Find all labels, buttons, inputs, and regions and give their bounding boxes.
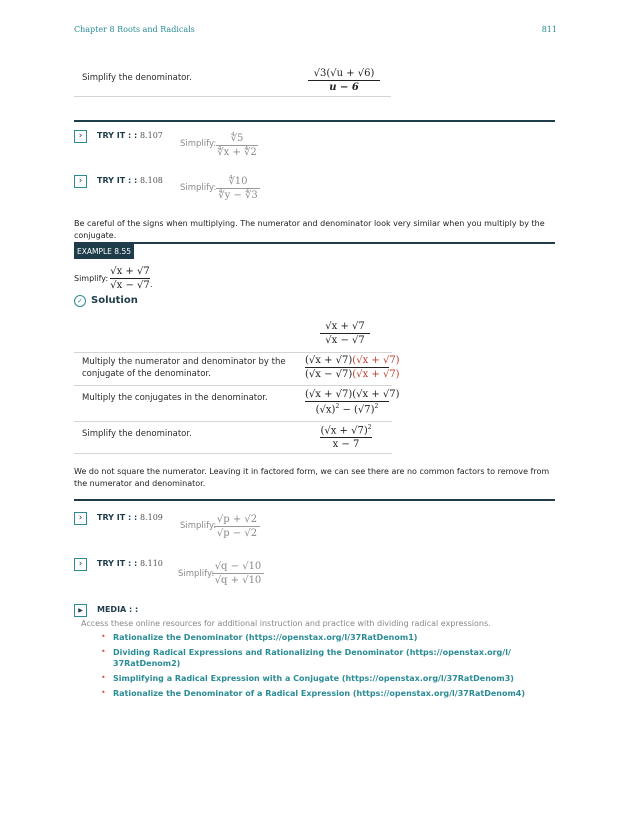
media-link-4[interactable]: Rationalize the Denominator of a Radical Expression (https://openstax.org/l/37RatDenom4) [113, 689, 526, 698]
top-step-numerator: √3(√u + √6) [313, 68, 375, 79]
step-1-num-b: (√x + √7) [352, 355, 400, 366]
bullet: • [101, 632, 106, 641]
try-it-109-denominator: √p − √2 [216, 528, 258, 539]
bullet: • [101, 673, 106, 682]
try-it-110-numerator: √q − √10 [214, 561, 262, 572]
solution-initial-numerator: √x + √7 [325, 321, 365, 332]
step-3-numerator [320, 424, 372, 436]
check-circle-icon: ✓ [74, 295, 86, 307]
table-rule [74, 385, 392, 386]
step-1-numerator [305, 355, 400, 366]
try-it-108-toggle[interactable] [74, 175, 87, 188]
example-denominator: √x − √7 [110, 280, 150, 291]
bullet: • [101, 688, 106, 697]
try-it-107-numerator: ∜5 [230, 133, 244, 144]
step-3-exponent: 2 [367, 424, 372, 431]
step-2-den-a: (√x) [315, 404, 336, 416]
media-link-2-continued[interactable]: 37RatDenom2) [113, 659, 181, 668]
try-it-109-simplify: Simplify: [180, 521, 217, 531]
step-3-denominator: x − 7 [332, 439, 360, 451]
fraction-bar [305, 367, 389, 368]
fraction-bar [320, 333, 370, 334]
try-it-108-denominator: ∜y − ∜3 [218, 190, 258, 201]
step-2-exponent-a: 2 [335, 403, 340, 410]
fraction-bar [212, 573, 264, 574]
example-period: . [150, 280, 153, 289]
example-simplify: Simplify: [74, 274, 109, 283]
step-2-den-mid: − (√7) [339, 404, 375, 416]
table-rule [74, 453, 392, 454]
fraction-bar [214, 526, 260, 527]
try-it-110-denominator: √q + √10 [214, 575, 262, 586]
try-it-107-toggle[interactable] [74, 130, 87, 143]
try-it-107-label [97, 131, 163, 140]
chevron-right-icon: › [78, 513, 83, 523]
try-it-number: 8.109 [139, 513, 163, 522]
step-1-fraction [305, 355, 400, 380]
try-it-108-simplify: Simplify: [180, 183, 217, 193]
solution-initial-fraction [320, 321, 370, 346]
table-rule [74, 352, 392, 353]
try-it-108-numerator: ∜10 [228, 176, 248, 187]
try-it-text: TRY IT : : [97, 176, 138, 185]
top-step-fraction [308, 68, 380, 93]
solution-initial-denominator: √x − √7 [325, 335, 365, 346]
example-divider [74, 242, 555, 244]
media-link-1[interactable]: Rationalize the Denominator (https://openstax.org/l/37RatDenom1) [113, 633, 418, 642]
solution-label: Solution [91, 295, 138, 306]
play-icon: ▶ [78, 606, 83, 614]
chevron-right-icon: › [78, 176, 83, 186]
step-3-num-base: (√x + √7) [320, 425, 368, 437]
no-square-paragraph: We do not square the numerator. Leaving it in factored form, we can see there are no common factors to remove from the numerator and denominator. [74, 467, 550, 488]
fraction-bar [308, 80, 380, 81]
step-3-text: Simplify the denominator. [82, 429, 192, 439]
chevron-right-icon: › [78, 131, 83, 141]
step-1-denominator [305, 369, 400, 380]
fraction-bar [320, 437, 372, 438]
try-it-text: TRY IT : : [97, 513, 138, 522]
try-it-107-fraction [216, 133, 258, 158]
step-2-numerator: (√x + √7)(√x + √7) [305, 389, 400, 400]
try-it-108-fraction [216, 176, 260, 201]
fraction-bar [110, 278, 150, 279]
section-divider [74, 499, 555, 501]
try-it-110-fraction [212, 561, 264, 586]
try-it-109-toggle[interactable] [74, 512, 87, 525]
media-link-2[interactable]: Dividing Radical Expressions and Rationalizing the Denominator (https://openstax.org/l/ [113, 648, 511, 657]
table-rule [74, 421, 392, 422]
fraction-bar [216, 145, 258, 146]
careful-paragraph: Be careful of the signs when multiplying. The numerator and denominator look very similar when you multiply by the conjugate. [74, 219, 545, 240]
page-number: 811 [541, 25, 557, 34]
media-label: MEDIA : : [97, 605, 139, 614]
try-it-109-numerator: √p + √2 [216, 514, 258, 525]
step-1-den-b: (√x + √7) [352, 369, 400, 380]
try-it-text: TRY IT : : [97, 559, 138, 568]
media-toggle[interactable] [74, 604, 87, 617]
try-it-110-simplify: Simplify: [178, 569, 215, 579]
bullet: • [101, 647, 106, 656]
step-2-fraction [305, 389, 400, 416]
try-it-108-label [97, 176, 163, 185]
step-1-num-a: (√x + √7) [305, 355, 353, 366]
media-link-3[interactable]: Simplifying a Radical Expression with a Conjugate (https://openstax.org/l/37RatDenom3) [113, 674, 514, 683]
try-it-107-denominator: ∜x + ∜2 [217, 147, 257, 158]
try-it-number: 8.108 [139, 176, 163, 185]
fraction-bar [305, 401, 389, 402]
table-rule [74, 96, 391, 97]
example-badge: EXAMPLE 8.55 [74, 244, 134, 259]
media-intro: Access these online resources for additional instruction and practice with dividing radical expressions. [81, 619, 491, 628]
top-step-label: Simplify the denominator. [82, 73, 192, 83]
try-it-text: TRY IT : : [97, 131, 138, 140]
try-it-110-toggle[interactable] [74, 558, 87, 571]
step-2-exponent-b: 2 [374, 403, 379, 410]
try-it-number: 8.107 [139, 131, 163, 140]
step-1-den-a: (√x − √7) [305, 369, 353, 380]
try-it-110-label [97, 559, 163, 568]
try-it-109-fraction [214, 514, 260, 539]
try-it-109-label [97, 513, 163, 522]
step-2-text: Multiply the conjugates in the denominator. [82, 393, 268, 403]
section-divider [74, 120, 555, 122]
chevron-right-icon: › [78, 559, 83, 569]
step-1-text: Multiply the numerator and denominator by the conjugate of the denominator. [82, 357, 286, 379]
try-it-number: 8.110 [139, 559, 163, 568]
top-step-denominator: u − 6 [329, 82, 359, 93]
fraction-bar [216, 188, 260, 189]
step-2-denominator [305, 403, 389, 415]
example-numerator: √x + √7 [110, 266, 150, 277]
step-3-fraction [320, 424, 372, 450]
try-it-107-simplify: Simplify: [180, 139, 217, 149]
chapter-header: Chapter 8 Roots and Radicals [74, 25, 195, 34]
example-fraction [110, 266, 150, 291]
